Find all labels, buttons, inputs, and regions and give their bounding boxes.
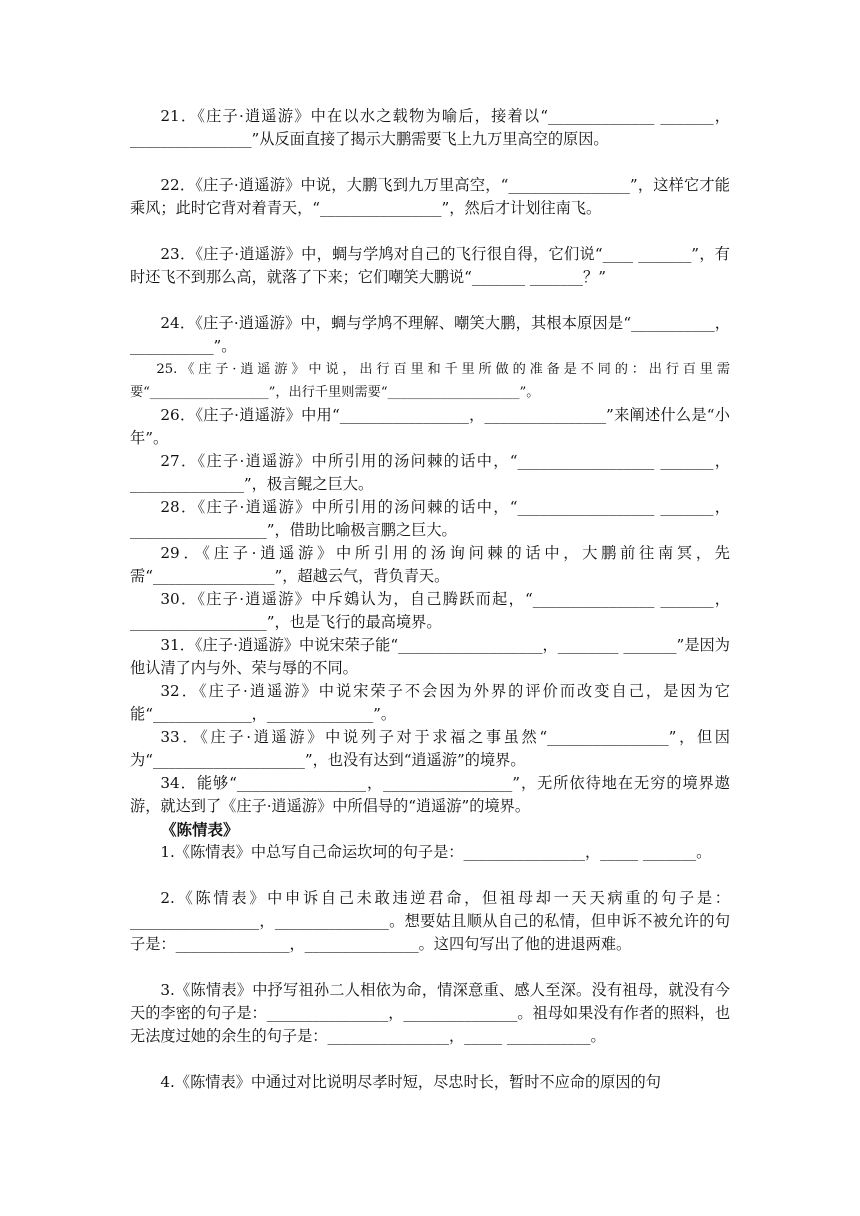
question-34: 34．能够“_________________，_________________”，无所依待地在无穷的境界遨游，就达到了《庄子·逍遥游》中所倡导的“逍遥游”的境界。 <box>130 774 730 815</box>
question-25: 25.《庄子·逍遥游》中说，出行百里和千里所做的准备是不同的：出行百里需要“__________________”，出行千里则需要“____________________”。 <box>130 362 730 400</box>
chenqingbiao-question-4: 4.《陈情表》中通过对比说明尽孝时短，尽忠时长，暂时不应命的原因的句 <box>160 1073 661 1091</box>
section-heading: 《陈情表》 <box>161 820 239 839</box>
chenqingbiao-question-2: 2.《陈情表》中申诉自己未敢违逆君命，但祖母却一天天病重的句子是：_________________，_______________。想要姑且顺从自己的私情，但申诉不被允许的句子是：_______________，_______________。这四句写出了他的进退两难。 <box>130 889 730 953</box>
question-32: 32．《庄子·逍遥游》中说宋荣子不会因为外界的评价而改变自己，是因为它能“_____________，______________”。 <box>130 682 730 723</box>
chenqingbiao-question-3: 3.《陈情表》中抒写祖孙二人相依为命，情深意重、感人至深。没有祖母，就没有今天的李密的句子是：________________，_______________。祖母如果没有作者的照料，也无法度过她的余生的句子是：________________，_____ ___________。 <box>130 981 730 1045</box>
question-22: 22．《庄子·逍遥游》中说，大鹏飞到九万里高空，“________________”，这样它才能乘风；此时它背对着青天，“________________”，然后才计划往南飞。 <box>130 176 730 217</box>
question-30: 30．《庄子·逍遥游》中斥鴳认为，自己腾跃而起，“________________ _______，__________________”，也是飞行的最高境界。 <box>130 590 730 631</box>
question-26: 26．《庄子·逍遥游》中用“_________________，________________”来阐述什么是“小年”。 <box>130 406 730 447</box>
question-21: 21．《庄子·逍遥游》中在以水之载物为喻后，接着以“______________ _______，________________”从反面直接了揭示大鹏需要飞上九万里高空的原因。 <box>130 107 730 148</box>
question-33: 33．《庄子·逍遥游》中说列子对于求福之事虽然“________________”，但因为“____________________”，也没有达到“逍遥游”的境界。 <box>130 728 730 769</box>
question-31: 31．《庄子·逍遥游》中说宋荣子能“___________________，________ _______”是因为他认清了内与外、荣与辱的不同。 <box>130 636 730 677</box>
question-28: 28．《庄子·逍遥游》中所引用的汤问棘的话中，“__________________ _______，__________________”，借助比喻极言鹏之巨大。 <box>130 498 730 539</box>
chenqingbiao-question-1: 1.《陈情表》中总写自己命运坎坷的句子是：________________，_____ _______。 <box>160 843 712 861</box>
question-24: 24．《庄子·逍遥游》中，蜩与学鸠不理解、嘲笑大鹏，其根本原因是“___________，___________”。 <box>130 314 730 355</box>
question-23: 23．《庄子·逍遥游》中，蜩与学鸠对自己的飞行很自得，它们说“____ _______”，有时还飞不到那么高，就落了下来；它们嘲笑大鹏说“_______ _______？” <box>130 245 730 286</box>
question-29: 29．《庄子·逍遥游》中所引用的汤询问棘的话中，大鹏前往南冥，先需“________________”，超越云气，背负青天。 <box>130 544 730 585</box>
question-27: 27．《庄子·逍遥游》中所引用的汤问棘的话中，“__________________ _______，_______________”，极言鲲之巨大。 <box>130 452 730 493</box>
